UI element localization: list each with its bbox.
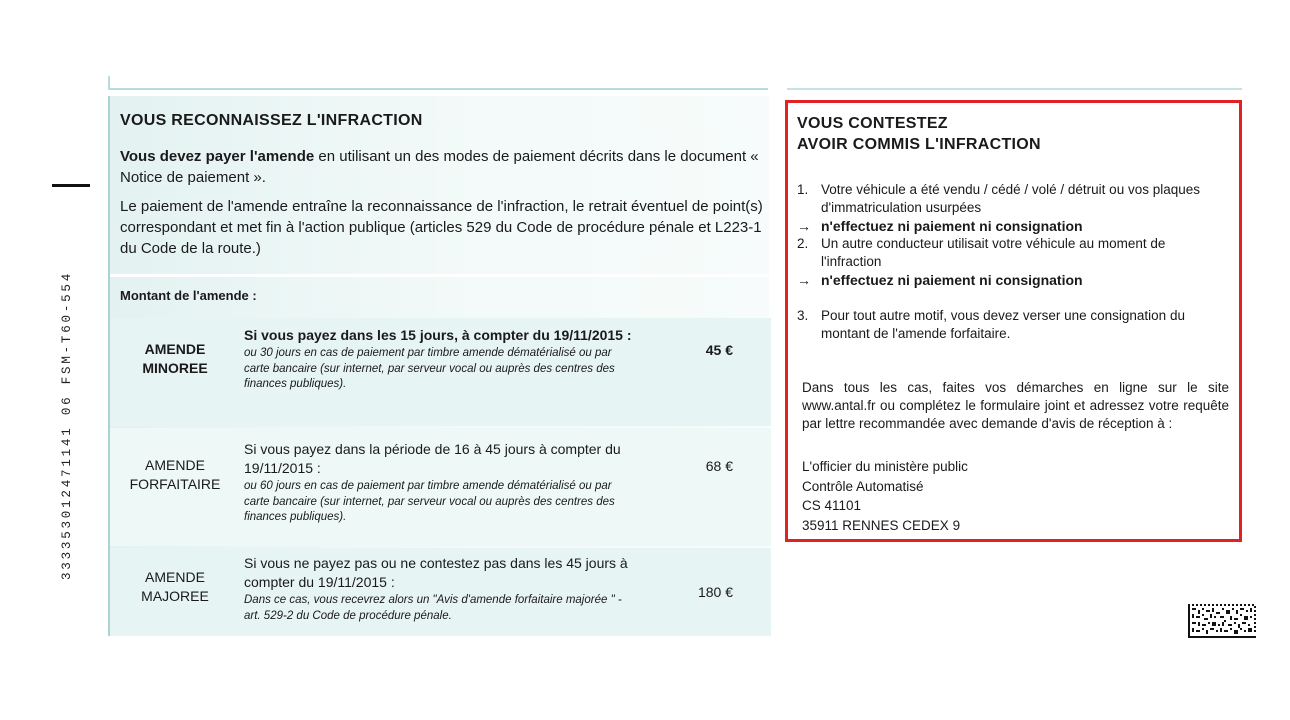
fine-type-line2: MAJOREE [141,588,209,604]
no-payment-notice [797,271,1227,289]
list-text: Votre véhicule a été vendu / cédé / volé / détruit ou vos plaques d'immatriculation usurpées [821,182,1200,215]
fine-description [244,326,634,393]
address-line: L'officier du ministère public [802,459,968,474]
fine-condition: Si vous ne payez pas ou ne contestez pas dans les 45 jours à compter du 19/11/2015 : [244,555,628,590]
fine-type-line2: FORFAITAIRE [129,476,221,492]
fine-type-name [110,340,240,378]
list-text: Pour tout autre motif, vous devez verser une consignation du montant de l'amende forfaitaire. [821,308,1185,341]
payment-instruction [120,146,765,188]
contest-infraction-panel [785,100,1242,542]
contest-title-line1: VOUS CONTESTEZ [797,115,948,132]
arrow-icon: → [797,218,811,234]
payment-consequence-text: Le paiement de l'amende entraîne la reconnaissance de l'infraction, le retrait éventuel de point(s) correspondant et met fin à l'action publique (articles 529 du Code de procédure pénale et L223-1 du Code de la route.) [120,198,763,257]
no-payment-notice [797,217,1227,235]
contest-title [797,113,1041,155]
address-line: 35911 RENNES CEDEX 9 [802,517,961,533]
contest-reason-2 [797,235,1227,271]
acknowledge-infraction-panel [108,96,769,636]
fine-type-line1: AMENDE [145,457,205,473]
fine-condition: Si vous payez dans les 15 jours, à compter du 19/11/2015 : [244,327,632,343]
fine-type-line1: AMENDE [144,341,206,357]
notice-text: n'effectuez ni paiement ni consignation [821,218,1083,234]
list-spacer [797,289,1227,307]
notice-text: n'effectuez ni paiement ni consignation [821,272,1083,288]
fine-condition: Si vous payez dans la période de 16 à 45 jours à compter du 19/11/2015 : [244,441,621,476]
side-reference-code: 333353012471141 06 FSM-T60-554 [60,270,74,580]
contest-reason-3 [797,307,1227,343]
fine-price: 45 € [705,342,733,358]
address-line: Contrôle Automatisé [802,478,924,494]
contest-reasons-list [797,181,1227,343]
panel-divider [110,274,769,277]
fine-description [244,440,634,526]
fine-description [244,554,634,624]
payment-instruction-bold: Vous devez payer l'amende [120,148,315,165]
fine-type-line1: AMENDE [145,569,205,585]
fine-row-forfaitaire [110,428,771,546]
margin-tick-mark [52,184,90,187]
fine-price: 180 € [697,584,733,600]
fine-condition-note: Dans ce cas, vous recevrez alors un "Avis d'amende forfaitaire majorée " - art. 529-2 du Code de procédure pénale. [244,594,622,622]
acknowledge-title: VOUS RECONNAISSEZ L'INFRACTION [120,112,423,129]
datamatrix-code-icon [1188,604,1256,638]
fine-condition-note: ou 30 jours en cas de paiement par timbre amende dématérialisé ou par carte bancaire (sur internet, par serveur vocal ou auprès des centres des finances publiques). [244,347,615,390]
contest-reason-1 [797,181,1227,217]
contest-title-line2: AVOIR COMMIS L'INFRACTION [797,136,1041,153]
fine-type-name [110,568,240,606]
fine-price: 68 € [705,458,733,474]
arrow-icon: → [797,272,811,288]
address-line: CS 41101 [802,498,862,513]
right-top-rule [787,88,1242,90]
mailing-address [802,457,968,535]
list-number: 2. [797,236,809,251]
fine-row-majoree [110,548,771,636]
list-number: 3. [797,308,809,323]
top-rule [108,88,768,90]
fine-row-minoree [110,318,771,426]
list-number: 1. [797,182,809,197]
payment-instruction-rest: en utilisant un des modes de paiement décrits dans le document « Notice de paiement ». [120,148,759,186]
contest-procedure-text: Dans tous les cas, faites vos démarches en ligne sur le site www.antal.fr ou complétez le formulaire joint et adressez votre requête par lettre recommandée avec demande d'avis de réception à : [802,380,1229,431]
fine-amount-label: Montant de l'amende : [120,288,257,303]
fine-type-line2: MINOREE [142,360,208,376]
fine-type-name [110,456,240,494]
list-text: Un autre conducteur utilisait votre véhicule au moment de l'infraction [821,236,1166,269]
fine-condition-note: ou 60 jours en cas de paiement par timbre amende dématérialisé ou par carte bancaire (sur internet, par serveur vocal ou auprès des centres des finances publiques). [244,480,615,523]
